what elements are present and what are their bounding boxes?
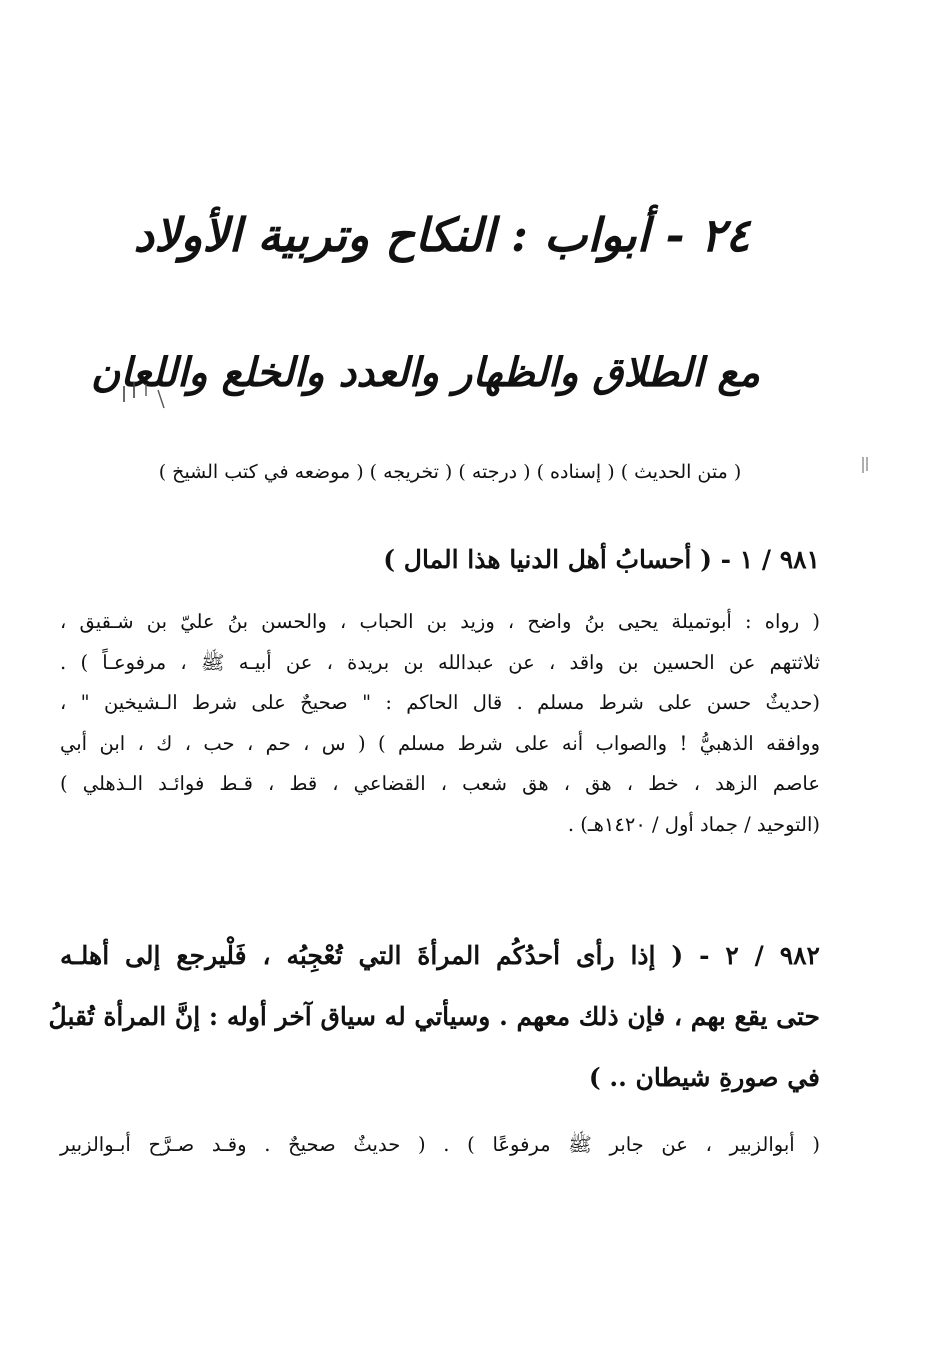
hadith-981-number: ٩٨١ / ١ - — [720, 545, 820, 574]
chapter-title: ٢٤ - أبواب : النكاح وتربية الأولاد — [133, 208, 750, 262]
hadith-981-line-4: ووافقه الذهبيُّ ! والصواب أنه على شرط مسلم ) ( س ، حم ، حب ، ك ، ابن أبي — [60, 731, 820, 755]
hadith-982-text — [48, 925, 820, 1108]
hadith-981-body — [60, 602, 820, 845]
hadith-982-narration-line: ( أبوالزبير ، عن جابر ﷺ مرفوعًا ) . ( حديثٌ صحيحٌ . وقـد صـرَّح أبـوالزبير — [60, 1133, 820, 1156]
hadith-981-line-2: ثلاثتهم عن الحسين بن واقد ، عن عبدالله بن بريدة ، عن أبيـه ﷺ ، مرفوعـاً ) . — [60, 650, 820, 674]
legend-line: ( متن الحديث ) ( إسناده ) ( درجته ) ( تخريجه ) ( موضعه في كتب الشيخ ) — [158, 461, 742, 483]
hadith-982-line-1: ٩٨٢ / ٢ - ( إذا رأى أحدُكُم المرأةَ التي تُعْجِبُه ، فَلْيرجع إلى أهلـه — [60, 941, 820, 970]
margin-mark — [860, 455, 870, 475]
chapter-subtitle: مع الطلاق والظهار والعدد والخلع واللعان — [90, 349, 760, 396]
hadith-982-narration — [60, 1125, 820, 1166]
stray-ink-marks — [118, 372, 168, 412]
hadith-981-line-6: (التوحيد / جماد أول / ١٤٢٠هـ) . — [567, 812, 820, 836]
hadith-981-line-3: (حديثٌ حسن على شرط مسلم . قال الحاكم : " صحيحٌ على شرط الـشيخين " ، — [60, 691, 820, 714]
hadith-981-heading — [60, 538, 820, 582]
hadith-981-line-5: عاصم الزهد ، خط ، هق ، هق شعب ، القضاعي ، قط ، قـط فوائـد الـذهلي ) — [60, 772, 820, 795]
hadith-981-text: ( أحسابُ أهل الدنيا هذا المال ) — [383, 545, 712, 574]
hadith-981-line-1: ( رواه : أبوتميلة يحيى بنُ واضح ، وزيد بن الحباب ، والحسن بنُ عليّ بن شـقيق ، — [60, 610, 820, 633]
hadith-982-line-2: حتى يقع بهم ، فإن ذلك معهم . وسيأتي له سياق آخر أوله : إنَّ المرأة تُقبلُ — [48, 1002, 820, 1031]
hadith-982-line-3: في صورةِ شيطان .. ) — [588, 1063, 820, 1092]
